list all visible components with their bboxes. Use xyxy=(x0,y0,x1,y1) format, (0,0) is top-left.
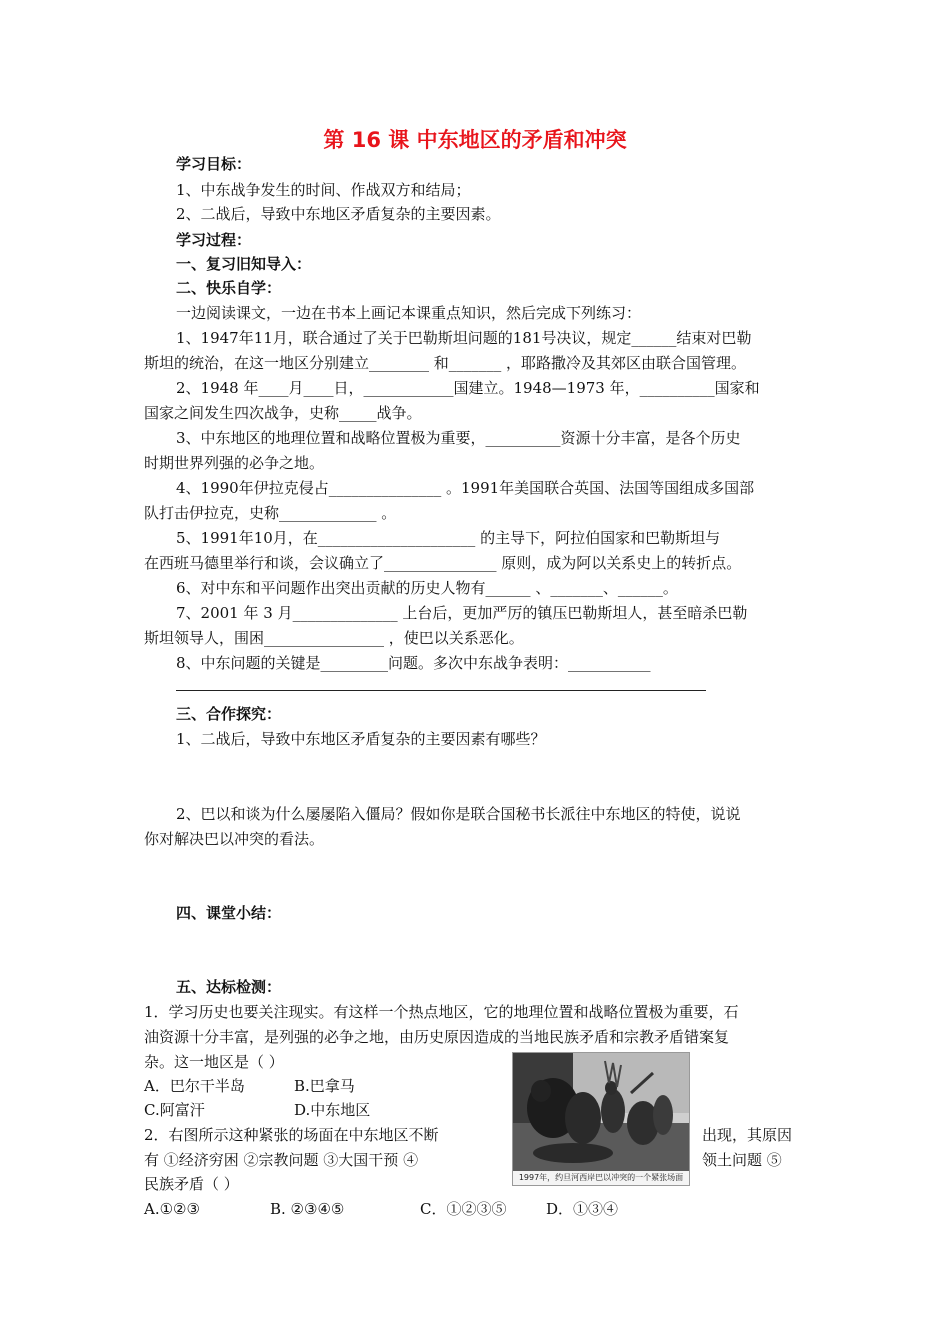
exercise-line: 6、对中东和平问题作出突出贡献的历史人物有______ 、_______、______。 xyxy=(176,579,678,597)
option-a: A．巴尔干半岛 xyxy=(144,1077,245,1095)
exercise-line: 时期世界列强的必争之地。 xyxy=(144,454,325,472)
section3-heading: 三、合作探究： xyxy=(176,705,282,723)
option-d: D.中东地区 xyxy=(294,1101,371,1119)
option-b: B.巴拿马 xyxy=(294,1077,355,1095)
exercise-line: 8、中东问题的关键是_________问题。多次中东战争表明：___________ xyxy=(176,654,651,672)
exercise-line: 2、1948 年____月____日，____________国建立。1948—1973 年，__________国家和 xyxy=(176,379,760,397)
process-heading: 学习过程： xyxy=(176,231,252,249)
inquiry-question: 你对解决巴以冲突的看法。 xyxy=(144,830,325,848)
option-b: B. ②③④⑤ xyxy=(270,1200,345,1218)
goal-item: 1、中东战争发生的时间、作战双方和结局； xyxy=(176,181,471,199)
page-title: 第 16 课 中东地区的矛盾和冲突 xyxy=(323,128,627,152)
section2-intro: 一边阅读课文，一边在书本上画记本课重点知识，然后完成下列练习： xyxy=(176,304,642,322)
conflict-photo xyxy=(512,1052,690,1186)
inquiry-question: 2、巴以和谈为什么屡屡陷入僵局？假如你是联合国秘书长派往中东地区的特使，说说 xyxy=(176,805,741,823)
option-c: C.阿富汗 xyxy=(144,1101,205,1119)
option-a: A.①②③ xyxy=(144,1200,200,1218)
exercise-line: 1、1947年11月，联合通过了关于巴勒斯坦问题的181号决议，规定______结束对巴勒 xyxy=(176,329,752,347)
photo-caption: 1997年，约旦河西岸巴以冲突的一个紧张场面 xyxy=(513,1171,689,1185)
test-question-line: 有 ①经济穷困 ②宗教问题 ③大国干预 ④ xyxy=(144,1151,419,1169)
inquiry-question: 1、二战后，导致中东地区矛盾复杂的主要因素有哪些？ xyxy=(176,730,546,748)
section2-heading: 二、快乐自学： xyxy=(176,279,282,297)
test-question-line: 2．右图所示这种紧张的场面在中东地区不断 xyxy=(144,1126,439,1144)
exercise-line: 3、中东地区的地理位置和战略位置极为重要，__________资源十分丰富，是各个历史 xyxy=(176,429,741,447)
option-c: C．①②③⑤ xyxy=(420,1200,507,1218)
exercise-line: 国家之间发生四次战争，史称_____战争。 xyxy=(144,404,422,422)
exercise-line: 4、1990年伊拉克侵占_______________ 。1991年美国联合英国、法国等国组成多国部 xyxy=(176,479,755,497)
test-question-line: 民族矛盾（ ） xyxy=(144,1175,239,1193)
test-question-line: 1．学习历史也要关注现实。有这样一个热点地区，它的地理位置和战略位置极为重要，石 xyxy=(144,1003,739,1021)
photo-scene xyxy=(513,1053,689,1171)
section1-heading: 一、复习旧知导入： xyxy=(176,255,312,273)
goal-item: 2、二战后，导致中东地区矛盾复杂的主要因素。 xyxy=(176,205,501,223)
section5-heading: 五、达标检测： xyxy=(176,978,282,996)
section4-heading: 四、课堂小结： xyxy=(176,904,282,922)
test-question-line: 杂。这一地区是（ ） xyxy=(144,1053,284,1071)
exercise-line: 队打击伊拉克，史称_____________ 。 xyxy=(144,504,397,522)
option-d: D．①③④ xyxy=(546,1200,619,1218)
test-question-line: 出现，其原因 xyxy=(702,1126,793,1144)
answer-rule xyxy=(176,690,706,691)
exercise-line: 5、1991年10月，在_____________________ 的主导下，阿拉伯国家和巴勒斯坦与 xyxy=(176,529,721,547)
exercise-line: 7、2001 年 3 月______________ 上台后，更加严厉的镇压巴勒斯坦人，甚至暗杀巴勒 xyxy=(176,604,748,622)
exercise-line: 在西班马德里举行和谈，会议确立了_______________ 原则，成为阿以关系史上的转折点。 xyxy=(144,554,742,572)
goals-heading: 学习目标： xyxy=(176,155,252,173)
exercise-line: 斯坦领导人，围困________________ ，使巴以关系恶化。 xyxy=(144,629,524,647)
test-question-line: 油资源十分丰富，是列强的必争之地，由历史原因造成的当地民族矛盾和宗教矛盾错案复 xyxy=(144,1028,730,1046)
test-question-line: 领土问题 ⑤ xyxy=(702,1151,782,1169)
exercise-line: 斯坦的统治，在这一地区分别建立________ 和_______ ，耶路撒冷及其郊区由联合国管理。 xyxy=(144,354,747,372)
